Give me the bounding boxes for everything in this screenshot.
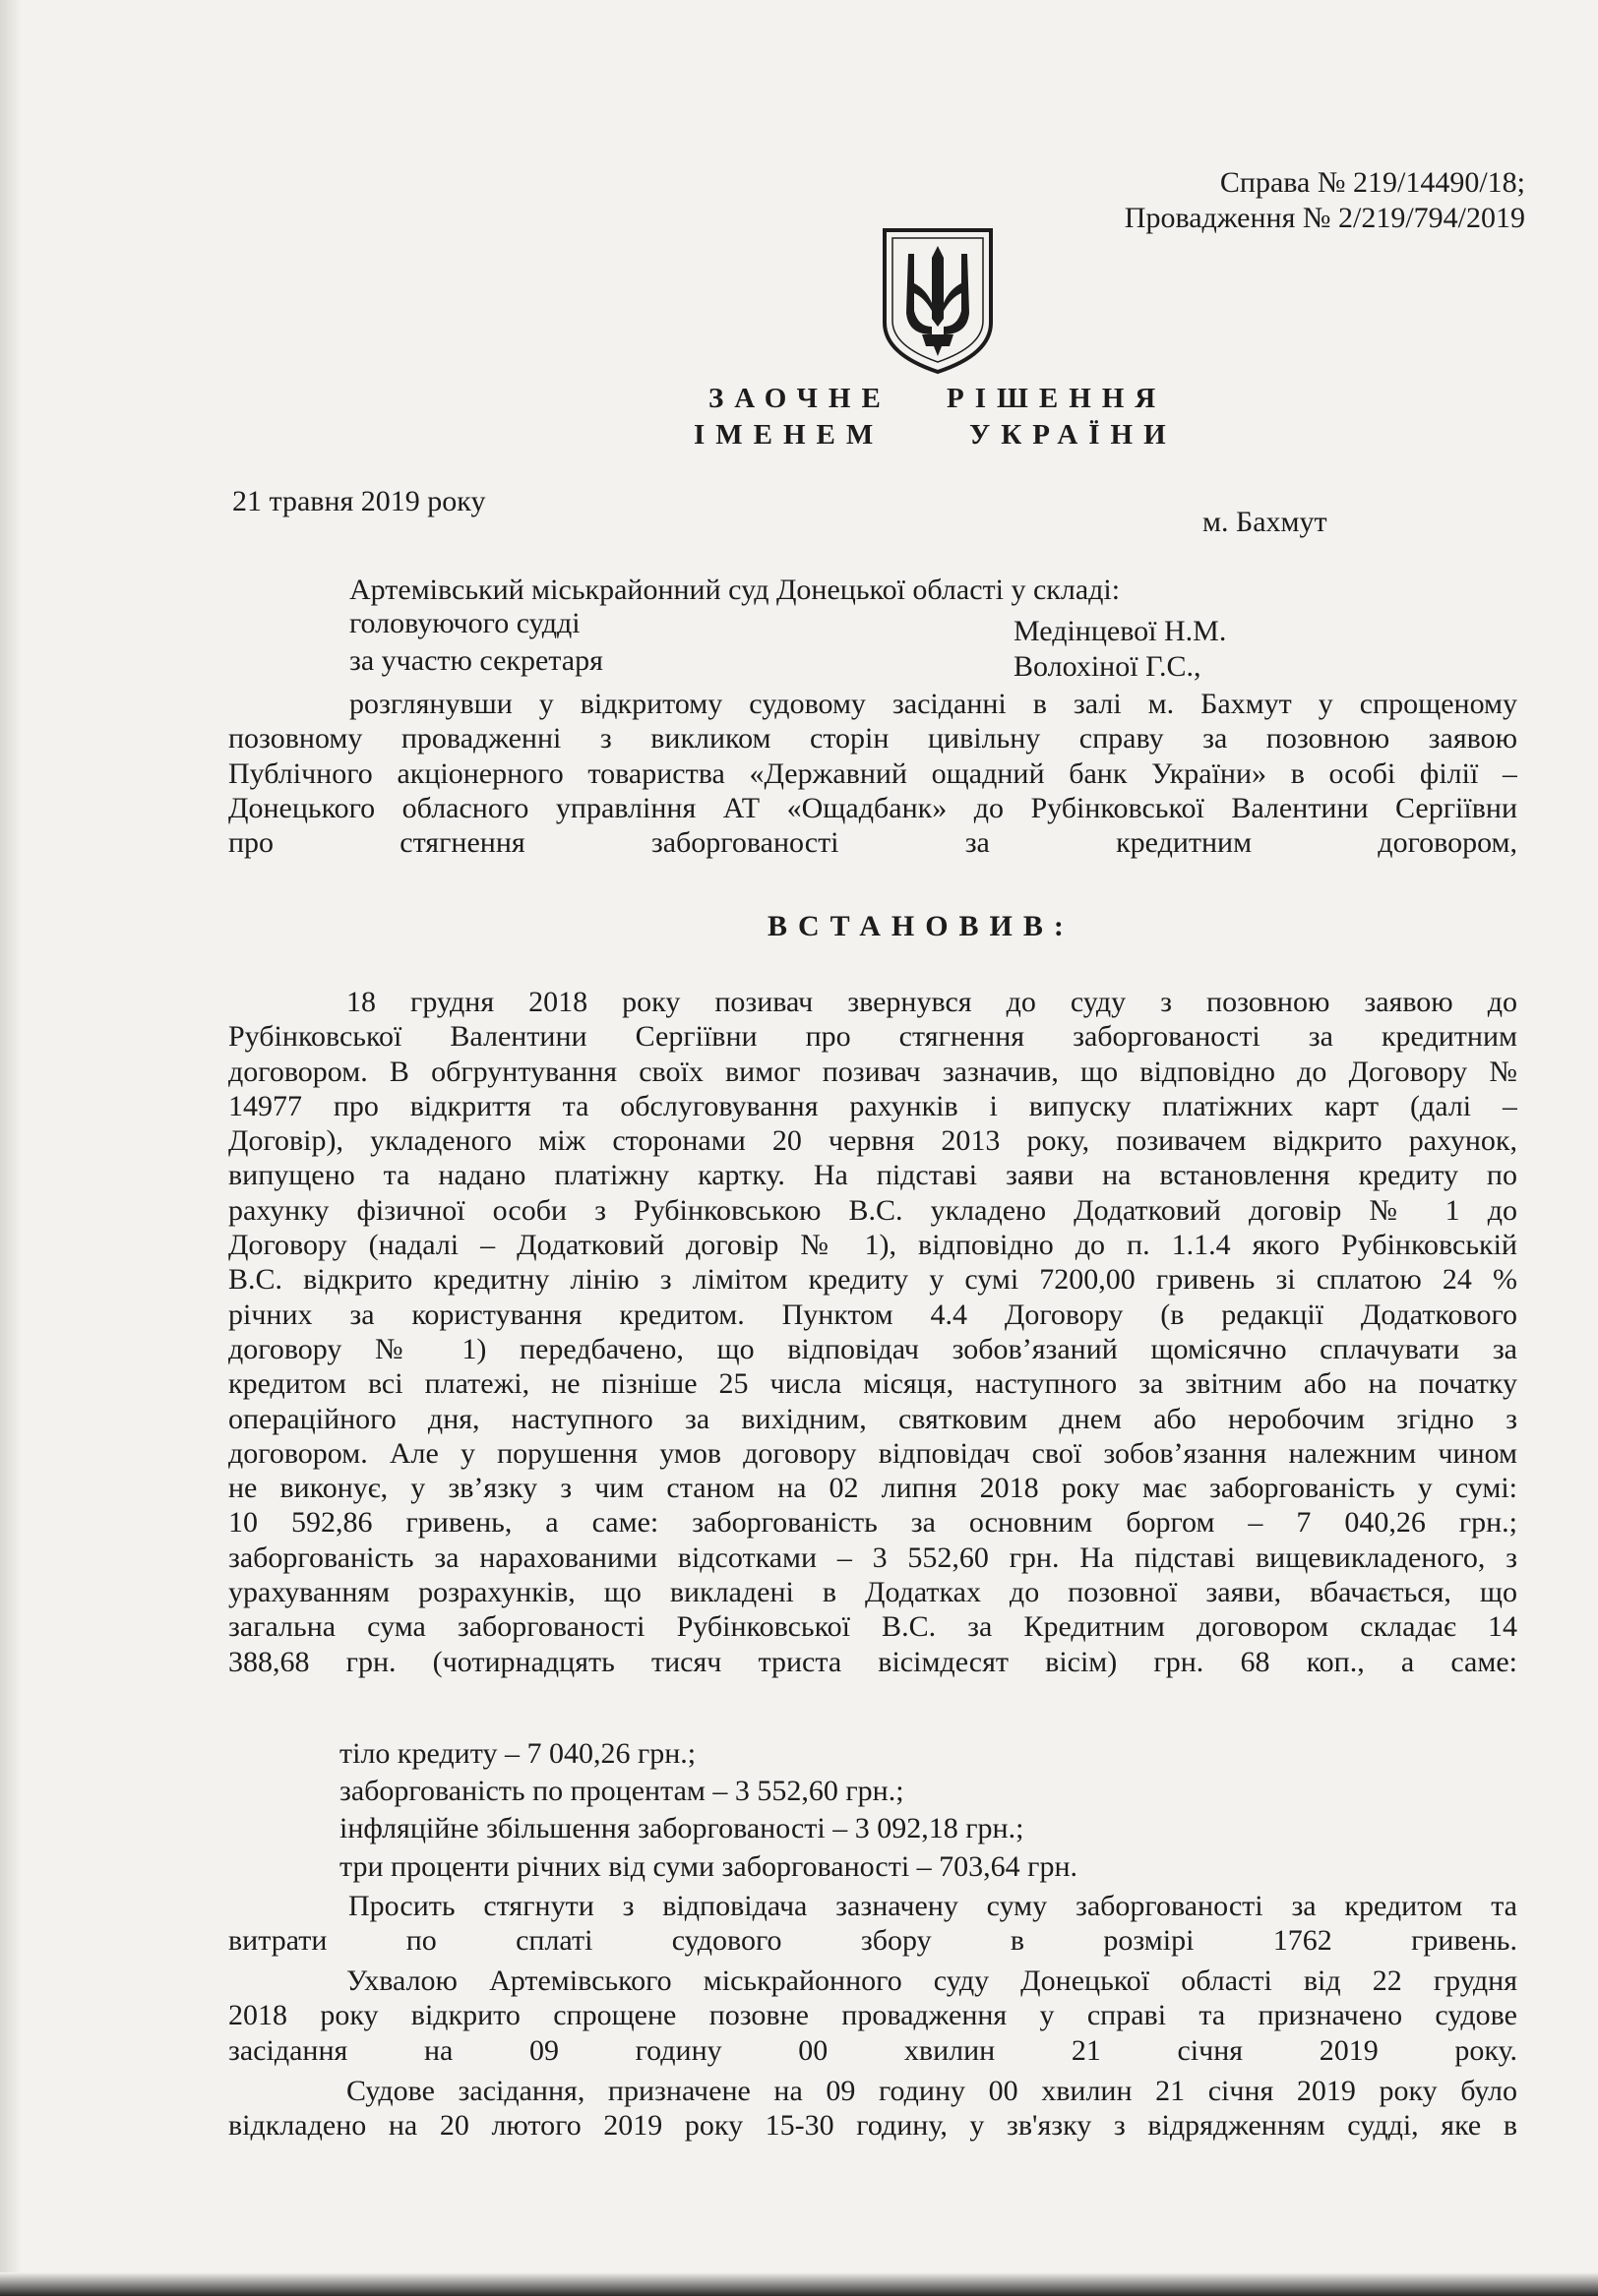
- title-word-rishennia: РІШЕННЯ: [947, 383, 1167, 414]
- paragraph-line: витрати по сплаті судового збору в розмірі 1762 гривень.: [228, 1924, 1517, 1958]
- paragraph-line: Ухвалою Артемівського міськрайонного суду Донецької області від 22 грудня: [346, 1964, 1517, 1997]
- paragraph-line: Просить стягнути з відповідача зазначену суму заборгованості за кредитом та: [348, 1890, 1517, 1922]
- paragraph-line: відкладено на 20 лютого 2019 року 15-30 годину, у зв'язку з відрядженням судді, яке в: [228, 2109, 1517, 2143]
- paragraph-line: В.С. відкрито кредитну лінію з лімітом кредиту у сумі 7200,00 гривень зі сплатою 24 %: [228, 1263, 1517, 1297]
- intro-paragraph: [228, 687, 1517, 860]
- paragraph-line: випущено та надано платіжну картку. На підставі заяви на встановлення кредиту по: [228, 1159, 1517, 1192]
- paragraph-line: Рубінковської Валентини Сергіївни про стягнення заборгованості за кредитним: [228, 1020, 1517, 1054]
- title-word-imenem: ІМЕНЕМ: [694, 419, 885, 451]
- list-item: тіло кредиту – 7 040,26 грн.;: [339, 1737, 697, 1770]
- section-title-vstanovyv: ВСТАНОВИВ:: [768, 910, 1075, 942]
- paragraph-line: про стягнення заборгованості за кредитним договором,: [228, 826, 1517, 860]
- paragraph-line: кредитом всі платежі, не пізніше 25 числа місяця, наступного за звітним або на початку: [228, 1367, 1517, 1401]
- secretary-label: за участю секретаря: [349, 644, 603, 677]
- paragraph-line: загальна сума заборгованості Рубінковської В.С. за Кредитним договором складає 14: [228, 1610, 1517, 1644]
- paragraph-line: 10 592,86 гривень, а саме: заборгованість за основним боргом – 7 040,26 грн.;: [228, 1506, 1517, 1540]
- paragraph-line: Донецького обласного управління АТ «Ощадбанк» до Рубінковської Валентини Сергіївни: [228, 791, 1517, 824]
- scan-edge-bottom: [0, 2272, 1598, 2296]
- decision-city: м. Бахмут: [1202, 506, 1327, 538]
- facts-paragraph: [228, 985, 1517, 1679]
- paragraph-line: Публічного акціонерного товариства «Державний ощадний банк України» в особі філії –: [228, 756, 1517, 790]
- paragraph-line: 14977 про відкриття та обслуговування рахунків і випуску платіжних карт (далі –: [228, 1089, 1517, 1122]
- coat-of-arms-icon: [879, 224, 997, 377]
- court-composition: Артемівський міськрайонний суд Донецької області у складі:: [349, 574, 1121, 606]
- paragraph-line: Договір), укладеного між сторонами 20 червня 2013 року, позивачем відкрито рахунок,: [228, 1124, 1517, 1158]
- paragraph-line: заборгованість за нарахованими відсотками – 3 552,60 грн. На підставі вищевикладеного, з: [228, 1541, 1517, 1574]
- paragraph-line: не виконує, у зв’язку з чим станом на 02 липня 2018 року має заборгованість у сумі:: [228, 1472, 1517, 1505]
- paragraph-line: договором. Але у порушення умов договору відповідач свої зобов’язання належним чином: [228, 1436, 1517, 1470]
- paragraph-line: урахуванням розрахунків, що викладені в Додатках до позовної заяви, вбачається, що: [228, 1576, 1517, 1609]
- paragraph-line: договором. В обгрунтування своїх вимог позивач зазначив, що відповідно до Договору №: [228, 1055, 1517, 1088]
- title-word-zaochne: ЗАОЧНЕ: [708, 383, 891, 414]
- paragraph-line: Судове засідання, призначене на 09 годину 00 хвилин 21 січня 2019 року було: [346, 2075, 1517, 2107]
- ruling-paragraph: [228, 1964, 1517, 2068]
- paragraph-line: операційного дня, наступного за вихідним, святковим днем або неробочим згідно з: [228, 1402, 1517, 1435]
- title-word-ukrainy: УКРАЇНИ: [969, 419, 1177, 451]
- paragraph-line: 388,68 грн. (чотирнадцять тисяч триста вісімдесят вісім) грн. 68 коп., а саме:: [228, 1645, 1517, 1678]
- paragraph-line: Договору (надалі – Додатковий договір № 1), відповідно до п. 1.1.4 якого Рубінковській: [228, 1229, 1517, 1262]
- paragraph-line: розглянувши у відкритому судовому засіданні в залі м. Бахмут у спрощеному: [349, 688, 1517, 720]
- hearing-paragraph: [228, 2074, 1517, 2144]
- case-number: Справа № 219/14490/18;: [1219, 166, 1525, 199]
- list-item: інфляційне збільшення заборгованості – 3 092,18 грн.;: [339, 1812, 1024, 1844]
- paragraph-line: договору № 1) передбачено, що відповідач зобов’язаний щомісячно сплачувати за: [228, 1332, 1517, 1365]
- paragraph-line: позовному провадженні з викликом сторін цивільну справу за позовною заявою: [228, 722, 1517, 755]
- paragraph-line: 18 грудня 2018 року позивач звернувся до суду з позовною заявою до: [346, 986, 1517, 1018]
- secretary-name: Волохіної Г.С.,: [1014, 650, 1201, 683]
- list-item: три проценти річних від суми заборгованості – 703,64 грн.: [339, 1850, 1078, 1883]
- presiding-judge-label: головуючого судді: [349, 607, 581, 639]
- presiding-judge-name: Медінцевої Н.М.: [1014, 615, 1227, 647]
- paragraph-line: засідання на 09 годину 00 хвилин 21 січня 2019 року.: [228, 2033, 1517, 2067]
- decision-date: 21 травня 2019 року: [232, 485, 486, 517]
- proceedings-number: Провадження № 2/219/794/2019: [1124, 202, 1525, 234]
- scan-edge-left: [0, 0, 22, 2296]
- list-item: заборгованість по процентам – 3 552,60 грн.;: [339, 1775, 904, 1807]
- paragraph-line: річних за користування кредитом. Пунктом 4.4 Договору (в редакції Додаткового: [228, 1298, 1517, 1331]
- paragraph-line: рахунку фізичної особи з Рубінковською В.С. укладено Додатковий договір № 1 до: [228, 1193, 1517, 1227]
- request-paragraph: [228, 1889, 1517, 1959]
- paragraph-line: 2018 року відкрито спрощене позовне провадження у справі та призначено судове: [228, 1999, 1517, 2032]
